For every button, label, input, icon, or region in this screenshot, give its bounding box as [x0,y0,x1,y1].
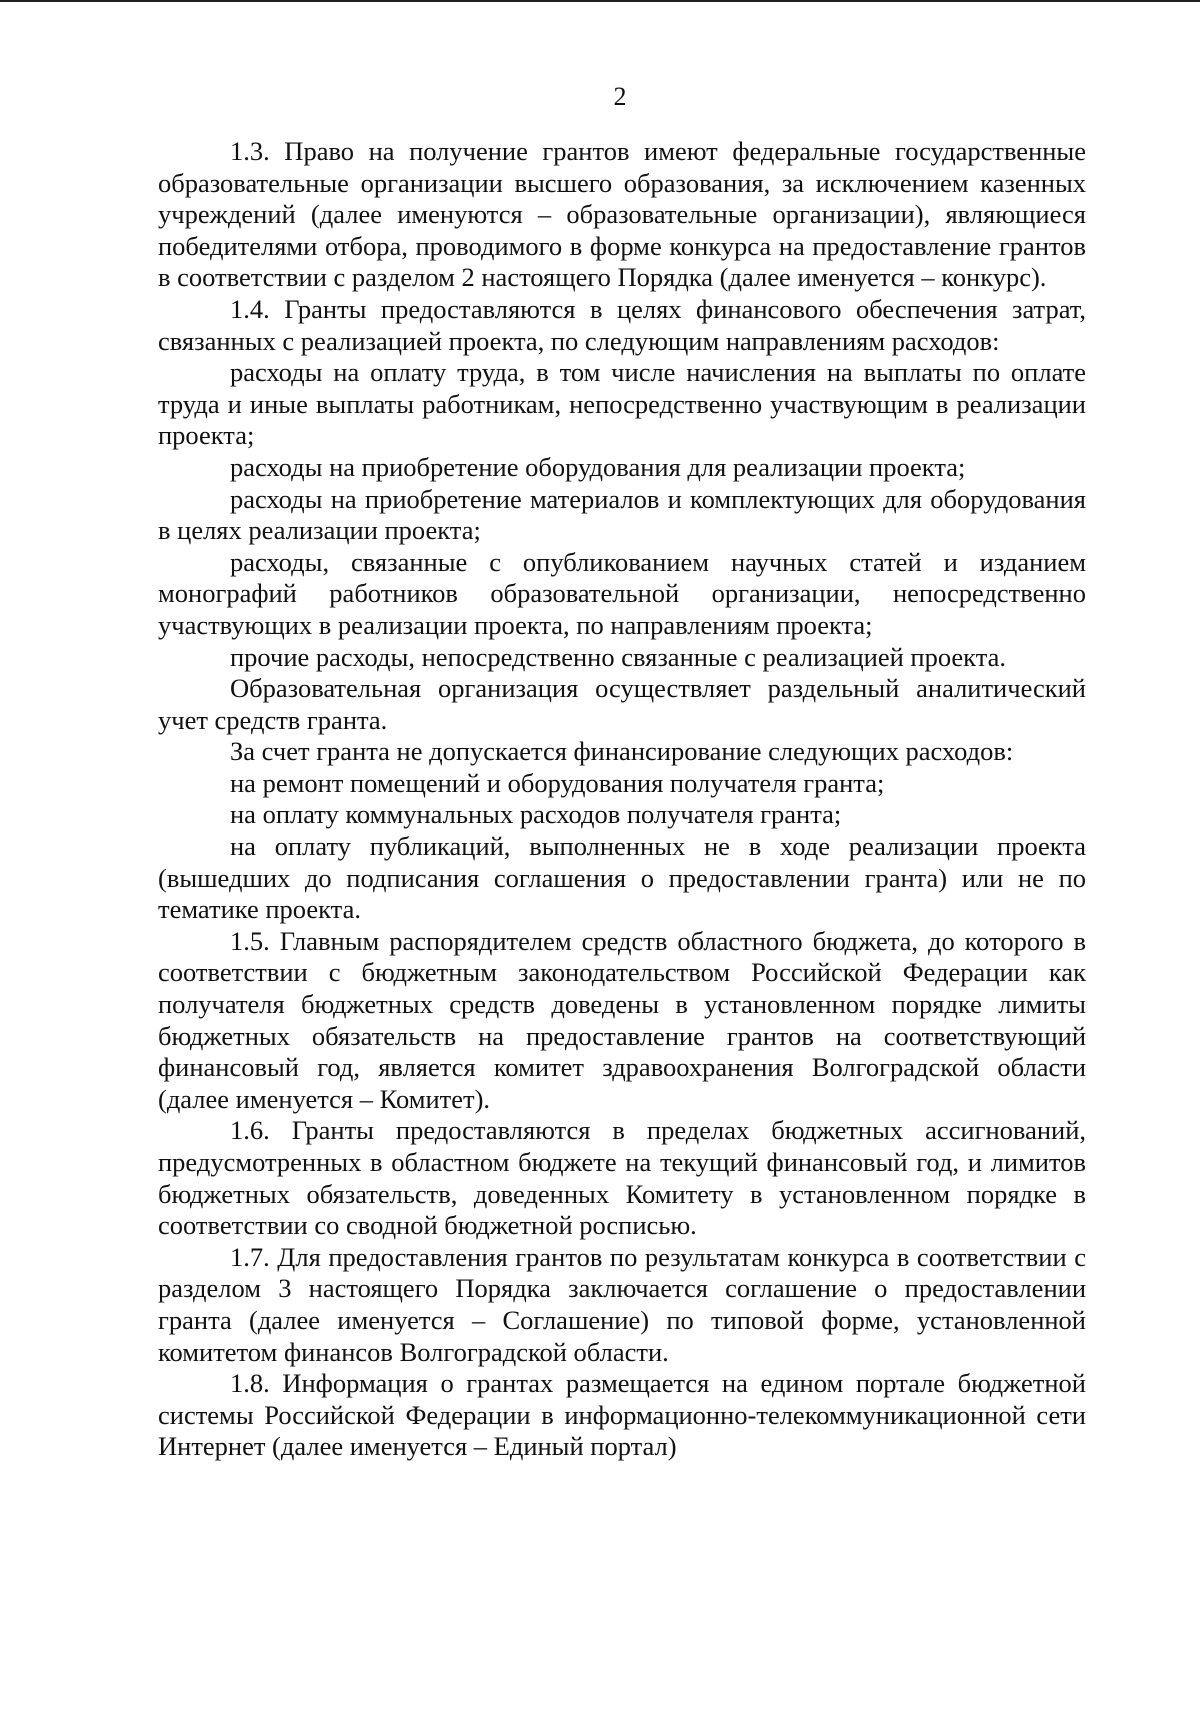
prohibited-expenses-heading: За счет гранта не допускается финансирование следующих расходов: [230,736,1014,767]
document-body [158,136,1086,1463]
prohibited-item-publications: на оплату публикаций, выполненных не в ходе реализации проекта (вышедших до подписания соглашения о предоставлении гранта) или не по тематике проекта. [158,831,1086,925]
expense-item-equipment: расходы на приобретение оборудования для реализации проекта; [230,451,966,482]
paragraph-1-3: 1.3. Право на получение грантов имеют федеральные государственные образовательные организации высшего образования, за исключением казенных учреждений (далее именуются – образовательные организации), являющиеся победителями отбора, проводимого в форме конкурса на предоставление грантов в соответствии с разделом 2 настоящего Порядка (далее именуется – конкурс). [158,136,1086,293]
paragraph-1-7: 1.7. Для предоставления грантов по результатам конкурса в соответствии с разделом 3 настоящего Порядка заключается соглашение о предоставлении гранта (далее именуется – Соглашение) по типовой форме, установленной комитетом финансов Волгоградской области. [158,1241,1086,1367]
expense-item-other: прочие расходы, непосредственно связанные с реализацией проекта. [230,641,1006,672]
paragraph-1-8: 1.8. Информация о грантах размещается на едином портале бюджетной системы Российской Федерации в информационно-телекоммуникационной сети Интернет (далее именуется – Единый портал) [158,1368,1086,1462]
expense-item-publications: расходы, связанные с опубликованием научных статей и изданием монографий работников образовательной организации, непосредственно участвующих в реализации проекта, по направлениям проекта; [158,546,1086,640]
page-top-edge [0,0,1200,2]
expense-item-labor: расходы на оплату труда, в том числе начисления на выплаты по оплате труда и иные выплаты работникам, непосредственно участвующим в реализации проекта; [158,357,1086,451]
prohibited-item-repair: на ремонт помещений и оборудования получателя гранта; [230,767,885,798]
page-number: 2 [613,82,627,111]
prohibited-item-utilities: на оплату коммунальных расходов получателя гранта; [230,799,842,830]
paragraph-1-6: 1.6. Гранты предоставляются в пределах бюджетных ассигнований, предусмотренных в областном бюджете на текущий финансовый год, и лимитов бюджетных обязательств, доведенных Комитету в установленном порядке в соответствии со сводной бюджетной росписью. [158,1115,1086,1241]
paragraph-1-5: 1.5. Главным распорядителем средств областного бюджета, до которого в соответствии с бюджетным законодательством Российской Федерации как получателя бюджетных средств доведены в установленном порядке лимиты бюджетных обязательств на предоставление грантов на соответствующий финансовый год, является комитет здравоохранения Волгоградской области (далее именуется – Комитет). [158,925,1086,1114]
expense-item-materials: расходы на приобретение материалов и комплектующих для оборудования в целях реализации проекта; [158,483,1086,546]
paragraph-1-4: 1.4. Гранты предоставляются в целях финансового обеспечения затрат, связанных с реализацией проекта, по следующим направлениям расходов: [158,293,1086,356]
accounting-paragraph: Образовательная организация осуществляет раздельный аналитический учет средств гранта. [158,673,1086,735]
